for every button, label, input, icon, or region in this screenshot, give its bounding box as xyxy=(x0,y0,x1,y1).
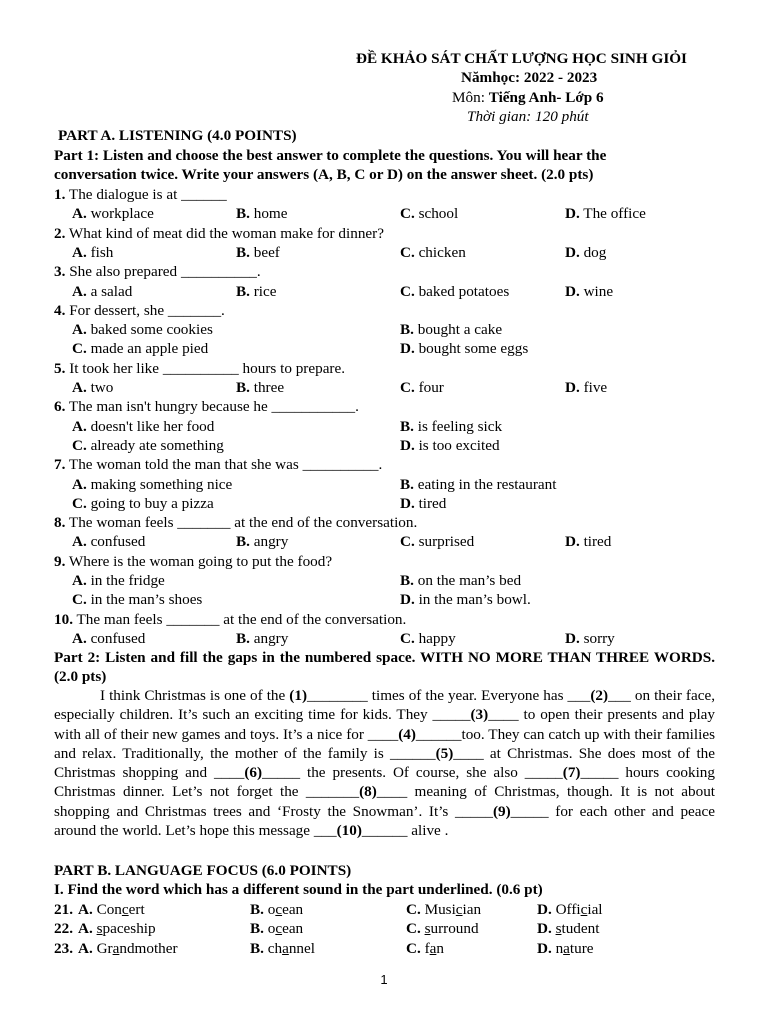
passage-text: ______too. They can catch up with their families and relax. Traditionally, the mother of the family is ______ xyxy=(54,725,715,762)
option-letter: C. xyxy=(400,379,415,396)
answer-option xyxy=(400,204,458,223)
word-part: ert xyxy=(128,901,145,918)
answer-option xyxy=(72,590,202,609)
word-part: o xyxy=(267,901,276,918)
option-letter: A. xyxy=(72,572,87,589)
question-number: 1. xyxy=(54,186,66,203)
answer-option xyxy=(72,629,145,648)
subject-label: Môn: xyxy=(452,89,489,106)
option-text: fish xyxy=(90,243,114,261)
answer-option xyxy=(236,204,287,223)
option-text: confused xyxy=(90,533,146,551)
option-letter: A. xyxy=(72,379,87,396)
option-text: tired xyxy=(418,494,447,512)
word-part: ial xyxy=(587,901,603,918)
answer-option xyxy=(236,532,288,551)
option-letter: C. xyxy=(400,629,415,647)
option-text: wine xyxy=(583,282,614,300)
answer-option xyxy=(537,919,599,938)
option-letter: C. xyxy=(406,920,421,938)
underlined-letters: c xyxy=(275,920,283,938)
answer-option xyxy=(400,494,446,513)
question-stem xyxy=(54,224,384,243)
answer-option xyxy=(565,204,646,223)
word-part: Gr xyxy=(96,939,113,957)
answer-option xyxy=(78,919,156,938)
option-text: bought a cake xyxy=(417,321,503,339)
option-letter: A. xyxy=(72,243,87,261)
option-letter: B. xyxy=(250,939,264,957)
option-letter: B. xyxy=(236,205,250,223)
option-letter: C. xyxy=(72,494,87,512)
question-text: Where is the woman going to put the food? xyxy=(65,552,333,570)
option-text: chicken xyxy=(418,243,466,261)
option-text: workplace xyxy=(90,205,154,223)
passage-text: I think Christmas is one of the xyxy=(100,687,290,704)
answer-option xyxy=(406,919,479,938)
option-text: bought some eggs xyxy=(418,340,529,358)
option-text: home xyxy=(253,205,288,223)
word-part: Musi xyxy=(424,901,456,918)
option-text: in the man’s shoes xyxy=(90,591,203,609)
option-letter: C. xyxy=(72,436,87,454)
answer-option xyxy=(400,590,531,609)
gap-number: (6) xyxy=(244,764,263,782)
gap-number: (1) xyxy=(289,687,308,704)
question-number: 6. xyxy=(54,398,66,416)
option-letter: A. xyxy=(78,920,93,938)
option-letter: B. xyxy=(250,920,264,938)
option-letter: B. xyxy=(250,901,264,918)
gap-number: (10) xyxy=(336,822,362,840)
answer-option xyxy=(72,378,113,397)
option-letter: B. xyxy=(236,379,250,396)
word-part: urround xyxy=(430,920,479,938)
question-text: The man isn't hungry because he ___________. xyxy=(65,398,359,416)
option-text: dog xyxy=(583,243,607,261)
option-letter: A. xyxy=(78,939,93,957)
option-letter: A. xyxy=(72,417,87,435)
question-text: The man feels _______ at the end of the conversation. xyxy=(72,610,407,628)
answer-option xyxy=(72,243,113,262)
answer-option xyxy=(72,475,232,494)
question-number: 23. xyxy=(54,939,73,957)
underlined-letters: c xyxy=(275,901,283,918)
option-text: surprised xyxy=(418,533,475,551)
option-text: rice xyxy=(253,282,277,300)
option-letter: D. xyxy=(400,494,415,512)
answer-option xyxy=(78,939,178,958)
passage-text: ____ at Christmas. She does most of the Christmas shopping and ____ xyxy=(54,744,716,782)
page-number: 1 xyxy=(380,972,388,987)
answer-option xyxy=(72,494,214,513)
option-letter: C. xyxy=(400,205,415,223)
option-letter: B. xyxy=(400,475,414,493)
option-text: in the fridge xyxy=(90,572,165,589)
question-number: 9. xyxy=(54,552,66,570)
passage-text: _____ hours cooking Christmas dinner. Let’s not forget the _______ xyxy=(54,764,715,801)
question-text: The woman told the man that she was __________. xyxy=(65,456,383,474)
question-stem xyxy=(54,513,417,532)
option-text: happy xyxy=(418,629,456,647)
question-number: 4. xyxy=(54,301,66,319)
section-1-instruction: I. Find the word which has a different sound in the part underlined. (0.6 pt) xyxy=(54,881,543,898)
option-text: in the man’s bowl. xyxy=(418,591,531,609)
option-text: school xyxy=(418,205,459,223)
underlined-letters: c xyxy=(580,901,588,918)
option-text: making something nice xyxy=(90,475,233,493)
question-stem xyxy=(54,397,359,416)
question-number: 2. xyxy=(54,224,66,242)
subject-value: Tiếng Anh- Lớp 6 xyxy=(488,89,604,106)
answer-option xyxy=(400,417,502,436)
underlined-letters: s xyxy=(555,920,562,938)
underlined-letters: a xyxy=(282,939,289,957)
option-text: sorry xyxy=(583,629,615,647)
option-text: baked potatoes xyxy=(418,282,510,300)
answer-option xyxy=(72,571,165,590)
option-letter: D. xyxy=(537,939,552,957)
option-letter: B. xyxy=(400,417,414,435)
question-number: 10. xyxy=(54,610,73,628)
option-letter: D. xyxy=(400,591,415,609)
question-stem xyxy=(54,262,261,281)
answer-option xyxy=(250,919,303,938)
gap-number: (3) xyxy=(470,706,489,724)
passage-text: _____ the presents. Of course, she also _____ xyxy=(262,764,563,782)
question-number: 3. xyxy=(54,263,66,281)
gap-number: (2) xyxy=(590,687,609,704)
option-text: made an apple pied xyxy=(90,340,209,358)
answer-option xyxy=(400,571,521,590)
answer-option xyxy=(400,282,509,301)
option-text: beef xyxy=(253,243,280,261)
word-part: ch xyxy=(267,939,283,957)
word-part: paceship xyxy=(102,920,156,938)
word-part: ian xyxy=(462,901,482,918)
answer-option xyxy=(236,378,284,397)
option-letter: C. xyxy=(400,243,415,261)
question-text: It took her like __________ hours to prepare. xyxy=(65,359,346,377)
part-a-heading: PART A. LISTENING (4.0 POINTS) xyxy=(58,127,297,144)
answer-option xyxy=(400,378,444,397)
answer-option xyxy=(400,320,502,339)
answer-option xyxy=(236,629,288,648)
answer-option xyxy=(72,436,224,455)
option-letter: D. xyxy=(400,340,415,358)
option-letter: B. xyxy=(400,572,414,589)
answer-option xyxy=(72,417,214,436)
underlined-letters: c xyxy=(455,901,463,918)
option-letter: B. xyxy=(236,243,250,261)
option-letter: B. xyxy=(400,321,414,339)
answer-option xyxy=(565,243,606,262)
part-b-heading: PART B. LANGUAGE FOCUS (6.0 POINTS) xyxy=(54,862,352,879)
option-letter: A. xyxy=(72,475,87,493)
option-letter: D. xyxy=(565,282,580,300)
answer-option xyxy=(537,900,603,919)
option-letter: D. xyxy=(565,243,580,261)
option-text: eating in the restaurant xyxy=(417,475,557,493)
answer-option xyxy=(72,282,132,301)
passage-text: ____ to open their presents and play with all of their new games and toys. It’s a nice for ____ xyxy=(54,706,716,743)
option-text: baked some cookies xyxy=(90,321,213,339)
question-stem xyxy=(54,455,382,474)
underlined-letters: a xyxy=(112,939,120,957)
question-number: 5. xyxy=(54,359,66,377)
word-part: ean xyxy=(282,920,304,938)
option-letter: A. xyxy=(72,205,87,223)
answer-option xyxy=(400,629,456,648)
question-text: The woman feels _______ at the end of the conversation. xyxy=(65,514,418,532)
answer-option xyxy=(250,939,315,958)
option-letter: B. xyxy=(236,629,250,647)
option-letter: A. xyxy=(72,282,87,300)
answer-option xyxy=(400,339,528,358)
option-letter: D. xyxy=(537,920,552,938)
question-text: For dessert, she _______. xyxy=(65,301,225,319)
underlined-letters: a xyxy=(429,939,437,957)
answer-option xyxy=(78,900,145,919)
option-letter: A. xyxy=(72,533,87,551)
answer-option xyxy=(565,282,613,301)
underlined-letters: c xyxy=(121,901,129,918)
passage-text: ________ times of the year. Everyone has ___ xyxy=(307,687,591,704)
passage-text: ____ meaning of Christmas, though. It is not about shopping and Christmas trees and ‘Frosty the Snowman’. It’s _____ xyxy=(54,783,716,820)
gap-number: (4) xyxy=(398,725,416,743)
answer-option xyxy=(400,243,466,262)
option-text: is too excited xyxy=(418,436,500,454)
answer-option xyxy=(400,475,556,494)
question-text: She also prepared __________. xyxy=(65,263,261,281)
word-part: ean xyxy=(282,901,304,918)
answer-option xyxy=(72,339,208,358)
answer-option xyxy=(236,282,277,301)
gap-number: (7) xyxy=(562,764,581,782)
option-letter: C. xyxy=(400,533,415,551)
word-part: ndmother xyxy=(119,939,178,957)
answer-option xyxy=(72,204,154,223)
option-letter: D. xyxy=(537,901,552,918)
answer-option xyxy=(565,629,615,648)
option-letter: D. xyxy=(565,379,580,396)
option-letter: C. xyxy=(400,282,415,300)
option-letter: A. xyxy=(72,629,87,647)
option-letter: C. xyxy=(72,591,87,609)
question-stem xyxy=(54,359,345,378)
option-text: doesn't like her food xyxy=(90,417,215,435)
question-number: 21. xyxy=(54,901,73,918)
answer-option xyxy=(406,900,481,919)
answer-option xyxy=(406,939,444,958)
option-letter: B. xyxy=(236,533,250,551)
option-letter: D. xyxy=(400,436,415,454)
time-limit: Thời gian: 120 phút xyxy=(467,108,589,125)
option-letter: C. xyxy=(406,901,421,918)
question-stem xyxy=(54,552,332,571)
question-stem xyxy=(54,610,406,629)
part1-instruction-line1: Part 1: Listen and choose the best answer to complete the questions. You will hear the xyxy=(54,147,607,164)
word-part: ture xyxy=(569,939,594,957)
gap-number: (5) xyxy=(435,744,454,762)
part1-instruction-line2: conversation twice. Write your answers (A, B, C or D) on the answer sheet. (2.0 pts) xyxy=(54,166,594,183)
answer-option xyxy=(72,532,145,551)
option-letter: D. xyxy=(565,629,580,647)
option-letter: C. xyxy=(72,340,87,358)
passage-text: _____ for each other and peace around the world. Let’s hope this message ___ xyxy=(54,802,716,840)
option-text: on the man’s bed xyxy=(417,572,522,589)
part2-heading: Part 2: Listen and fill the gaps in the numbered space. WITH NO MORE THAN THREE WORDS. (2.0 pts) xyxy=(54,649,715,686)
option-text: two xyxy=(90,379,114,396)
word-part: o xyxy=(267,920,276,938)
answer-option xyxy=(400,436,500,455)
word-part: n xyxy=(436,939,444,957)
christmas-passage xyxy=(54,686,715,840)
word-part: n xyxy=(555,939,564,957)
underlined-letters: s xyxy=(424,920,431,938)
question-stem xyxy=(54,301,225,320)
answer-option xyxy=(537,939,594,958)
word-part: Offi xyxy=(555,901,581,918)
answer-option xyxy=(565,378,607,397)
word-part: Con xyxy=(96,901,122,918)
answer-option xyxy=(250,900,303,919)
underlined-letters: s xyxy=(96,920,103,938)
answer-option xyxy=(565,532,611,551)
question-stem xyxy=(54,185,227,204)
option-text: The office xyxy=(583,205,646,223)
word-part: f xyxy=(424,939,430,957)
option-letter: A. xyxy=(72,321,87,339)
option-text: going to buy a pizza xyxy=(90,494,214,512)
gap-number: (8) xyxy=(359,783,377,801)
option-text: tired xyxy=(583,533,612,551)
exam-title: ĐỀ KHẢO SÁT CHẤT LƯỢNG HỌC SINH GIỎI xyxy=(356,50,687,67)
answer-option xyxy=(236,243,280,262)
question-number: 7. xyxy=(54,456,66,474)
option-text: angry xyxy=(253,533,289,551)
option-letter: B. xyxy=(236,282,250,300)
option-text: a salad xyxy=(90,282,133,300)
question-text: The dialogue is at ______ xyxy=(65,186,227,203)
subject-line xyxy=(452,88,604,107)
option-letter: C. xyxy=(406,939,421,957)
word-part: nnel xyxy=(288,939,315,957)
option-text: angry xyxy=(253,629,289,647)
option-text: five xyxy=(583,379,608,396)
option-letter: D. xyxy=(565,533,580,551)
question-number: 22. xyxy=(54,920,73,938)
option-text: confused xyxy=(90,629,146,647)
school-year: Nămhọc: 2022 - 2023 xyxy=(461,69,598,86)
gap-number: (9) xyxy=(492,802,511,820)
word-part: tudent xyxy=(561,920,600,938)
option-text: already ate something xyxy=(90,436,224,454)
answer-option xyxy=(400,532,474,551)
underlined-letters: a xyxy=(563,939,570,957)
passage-text: ___ on their face, especially children. It’s such an exciting time for kids. They _____ xyxy=(54,687,716,724)
option-letter: A. xyxy=(78,901,93,918)
question-text: What kind of meat did the woman make for dinner? xyxy=(65,224,384,242)
option-text: is feeling sick xyxy=(417,417,503,435)
question-number: 8. xyxy=(54,514,66,532)
option-letter: D. xyxy=(565,205,580,223)
option-text: four xyxy=(418,379,444,396)
answer-option xyxy=(72,320,213,339)
passage-text: ______ alive . xyxy=(361,822,449,840)
option-text: three xyxy=(253,379,285,396)
